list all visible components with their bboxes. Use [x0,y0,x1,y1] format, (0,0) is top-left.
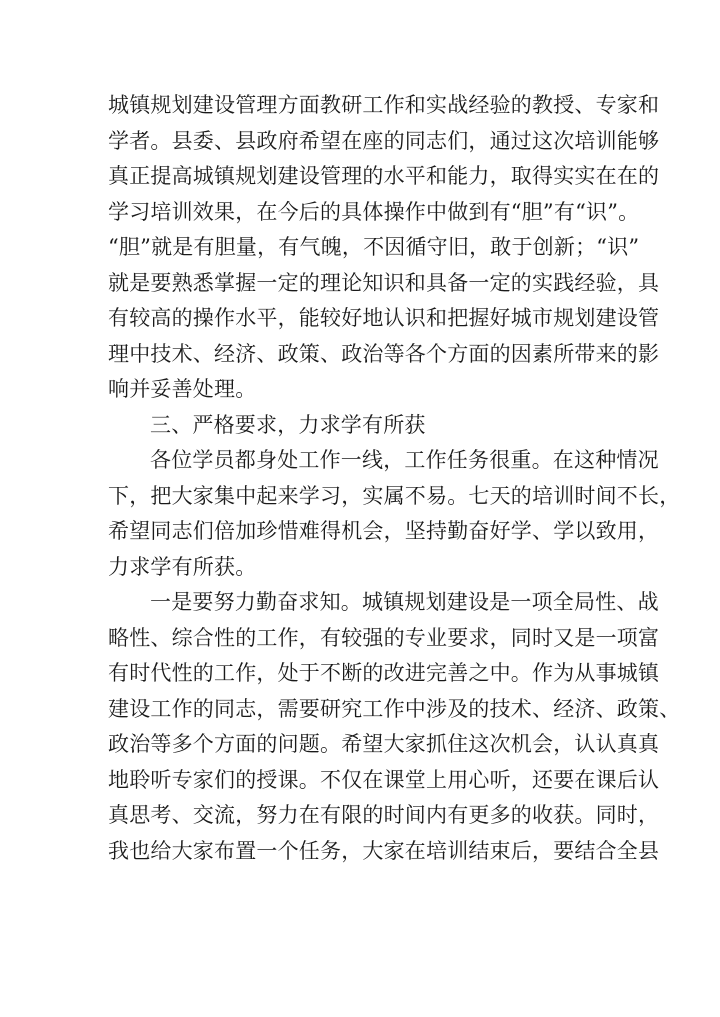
section-heading: 三、严格要求，力求学有所获 [150,412,426,437]
text-line: 政治等多个方面的问题。希望大家抓住这次机会，认认真真 [108,732,660,756]
text-line: 就是要熟悉掌握一定的理论知识和具备一定的实践经验，具 [108,270,660,295]
text-line: 地聆听专家们的授课。不仅在课堂上用心听，还要在课后认 [108,767,660,792]
text-line: 略性、综合性的工作，有较强的专业要求，同时又是一项富 [108,625,660,650]
text-line: 希望同志们倍加珍惜难得机会，坚持勤奋好学、学以致用， [108,519,660,543]
text-line: 建设工作的同志，需要研究工作中涉及的技术、经济、政策、 [108,696,681,721]
text-line: 一是要努力勤奋求知。城镇规划建设是一项全局性、战 [150,590,659,614]
text-line: 各位学员都身处工作一线，工作任务很重。在这种情况 [150,448,659,472]
text-line: 城镇规划建设管理方面教研工作和实战经验的教授、专家和 [108,93,660,117]
text-line: 力求学有所获。 [108,554,257,579]
text-line: 有时代性的工作，处于不断的改进完善之中。作为从事城镇 [108,661,660,685]
text-line: 下，把大家集中起来学习，实属不易。七天的培训时间不长， [108,483,681,508]
text-line: 学习培训效果，在今后的具体操作中做到有“胆”有“识”。 [108,199,640,224]
text-line: 真思考、交流，努力在有限的时间内有更多的收获。同时， [108,803,660,827]
text-line: “胆”就是有胆量，有气魄，不因循守旧，敢于创新；“识” [108,235,640,259]
text-line: 学者。县委、县政府希望在座的同志们，通过这次培训能够 [108,128,660,153]
text-line: 响并妥善处理。 [108,377,257,401]
text-line: 真正提高城镇规划建设管理的水平和能力，取得实实在在的 [108,164,660,188]
body-text [108,88,681,869]
text-line: 有较高的操作水平，能较好地认识和把握好城市规划建设管 [108,306,660,330]
text-line: 我也给大家布置一个任务，大家在培训结束后，要结合全县 [108,838,660,863]
text-line: 理中技术、经济、政策、政治等各个方面的因素所带来的影 [108,341,660,366]
